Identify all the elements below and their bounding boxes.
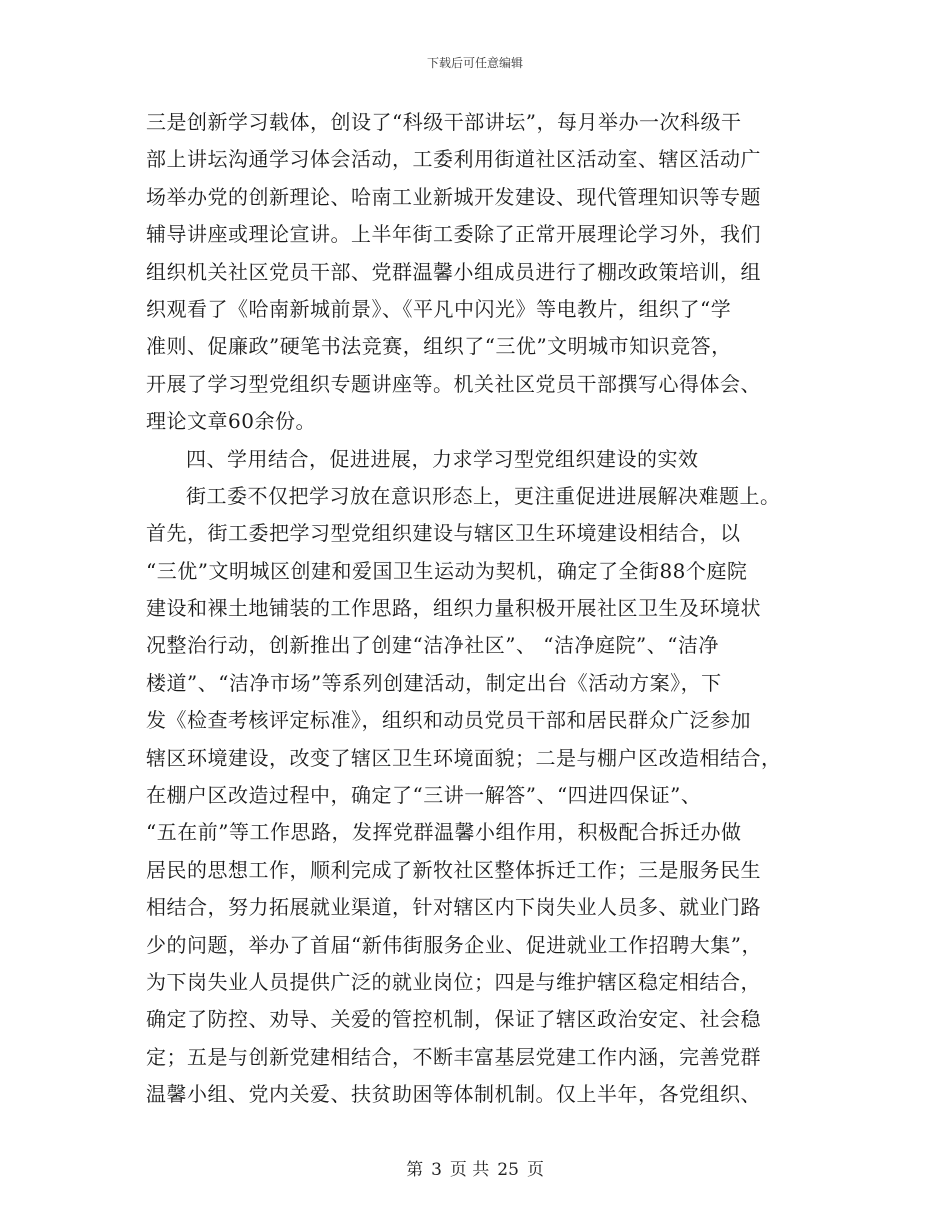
body-line: 辖区环境建设，改变了辖区卫生环境面貌；二是与棚户区改造相结合， [146, 745, 782, 770]
document-body [146, 104, 816, 1114]
page-number-middle: 页 共 [449, 1160, 490, 1180]
page-footer [0, 1155, 950, 1180]
body-line: 场举办党的创新理论、哈南工业新城开发建设、现代管理知识等专题 [146, 184, 761, 209]
body-line: 在棚户区改造过程中，确定了“三讲一解答”、“四进四保证”、 [146, 783, 702, 808]
body-line: “五在前”等工作思路，发挥党群温馨小组作用，积极配合拆迁办做 [146, 820, 742, 845]
body-line: 建设和裸土地铺装的工作思路，组织力量积极开展社区卫生及环境状 [146, 596, 761, 621]
page-header-note: 下载后可任意编辑 [426, 56, 523, 70]
body-line: 少的问题，举办了首届“新伟街服务企业、促进就业工作招聘大集”， [146, 932, 762, 957]
body-line: 街工委不仅把学习放在意识形态上，更注重促进进展解决难题上。 [186, 483, 781, 508]
body-line: 首先，街工委把学习型党组织建设与辖区卫生环境建设相结合，以 [146, 521, 741, 546]
body-line: “三优”文明城区创建和爱国卫生运动为契机，确定了全街88个庭院 [146, 558, 748, 583]
body-line: 楼道”、“洁净市场”等系列创建活动，制定出台《活动方案》，下 [146, 670, 722, 695]
body-line: 发《检查考核评定标准》，组织和动员党员干部和居民群众广泛参加 [146, 708, 751, 733]
section-heading: 四、学用结合，促进进展，力求学习型党组织建设的实效 [186, 446, 699, 471]
page-number-suffix: 页 [526, 1160, 544, 1180]
current-page-number: 3 [431, 1160, 442, 1180]
page-number-prefix: 第 [406, 1160, 424, 1180]
body-line: 开展了学习型党组织专题讲座等。机关社区党员干部撰写心得体会、 [146, 371, 761, 396]
body-line: 组织机关社区党员干部、党群温馨小组成员进行了棚改政策培训，组 [146, 259, 761, 284]
body-line: 相结合，努力拓展就业渠道，针对辖区内下岗失业人员多、就业门路 [146, 895, 761, 920]
body-line: 三是创新学习载体，创设了“科级干部讲坛”，每月举办一次科级干 [146, 110, 742, 134]
body-line: 辅导讲座或理论宣讲。上半年街工委除了正常开展理论学习外，我们 [146, 222, 761, 247]
total-page-count: 25 [497, 1160, 519, 1180]
body-line: 理论文章60余份。 [146, 409, 316, 434]
body-line: 居民的思想工作，顺利完成了新牧社区整体拆迁工作；三是服务民生 [146, 857, 761, 882]
body-line: 温馨小组、党内关爱、扶贫助困等体制机制。仅上半年，各党组织、 [146, 1082, 761, 1107]
body-line: 部上讲坛沟通学习体会活动，工委利用街道社区活动室、辖区活动广 [146, 147, 761, 172]
body-line: 确定了防控、劝导、关爱的管控机制，保证了辖区政治安定、社会稳 [146, 1007, 761, 1032]
body-line: 织观看了《哈南新城前景》、《平凡中闪光》等电教片，组织了“学 [146, 296, 732, 321]
body-line: 定；五是与创新党建相结合，不断丰富基层党建工作内涵，完善党群 [146, 1044, 761, 1069]
body-line: 准则、促廉政”硬笔书法竞赛，组织了“三优”文明城市知识竞答， [146, 334, 732, 359]
body-line: 为下岗失业人员提供广泛的就业岗位；四是与维护辖区稳定相结合， [146, 969, 761, 994]
body-line: 况整治行动，创新推出了创建“洁净社区”、 “洁净庭院”、“洁净 [146, 633, 719, 658]
